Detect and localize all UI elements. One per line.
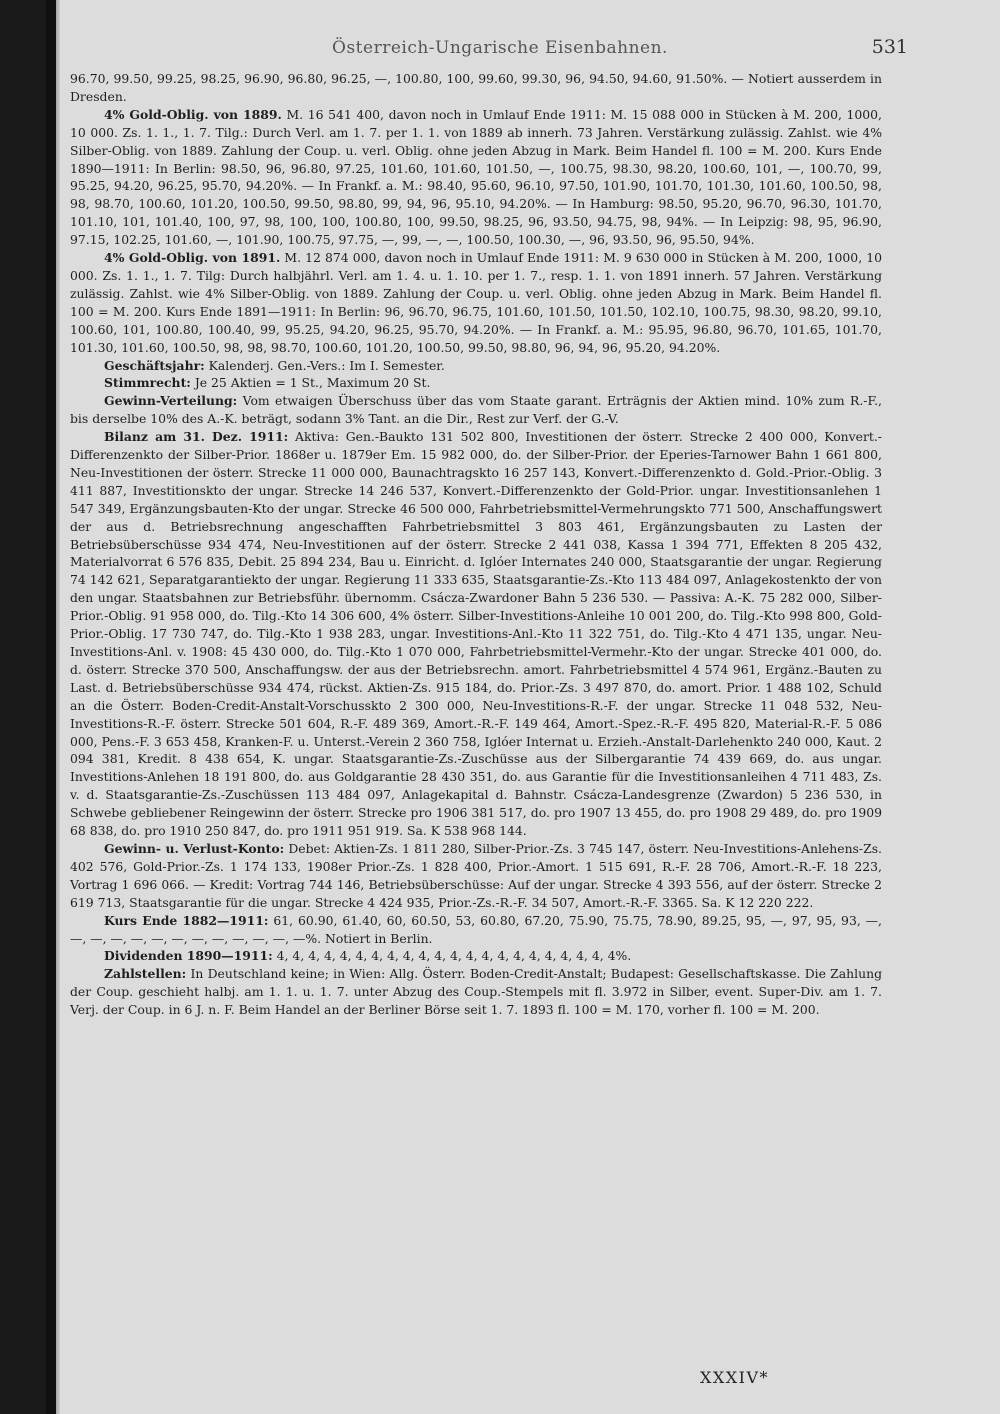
heading-dividenden: Dividenden 1890—1911: (104, 948, 273, 964)
text-gold-oblig-1889: M. 16 541 400, davon noch in Umlauf Ende 1911: M. 15 088 000 in Stücken à M. 200, 1000, 10 000. Zs. 1. 1., 1. 7. Tilg.: Durch Verl. am 1. 7. per 1. 1. von 1889 ab innerh. 73 Jahren. Verstärkung zulässig. Zahlst. wie 4% Silber-Oblig. von 1889. Zahlung der Coup. u. verl. Oblig. ohne jeden Abzug in Mark. Beim Handel fl. 100 = M. 200. Kurs Ende 1890—1911: In Berlin: 98.50, 96, 96.80, 97.25, 101.60, 101.60, 101.50, —, 100.75, 98.30, 98.20, 100.60, 101, —, 100.70, 99, 95.25, 94.20, 96.25, 95.70, 94.20%. — In Frankf. a. M.: 98.40, 95.60, 96.10, 97.50, 101.90, 101.70, 101.30, 101.60, 100.50, 98, 98, 98.70, 100.60, 101.20, 100.50, 99.50, 98.80, 99, 94, 96, 95.10, 94.20%. — In Hamburg: 98.50, 95.20, 96.70, 96.30, 101.70, 101.10, 101, 101.40, 100, 97, 98, 100, 100, 100.80, 100, 99.50, 98.25, 96, 93.50, 94.75, 98, 94%. — In Leipzig: 98, 95, 96.90, 97.15, 102.25, 101.60, —, 101.90, 100.75, 97.75, —, 99, —, —, 100.50, 100.30, —, 96, 93.50, 96, 95.50, 94%. (70, 106, 882, 248)
heading-gewinn-verlust: Gewinn- u. Verlust-Konto: (104, 840, 285, 856)
p1-text: 96.70, 99.50, 99.25, 98.25, 96.90, 96.80, 96.25, —, 100.80, 100, 99.60, 99.30, 96, 94.50, 94.60, 91.50%. — Notiert ausserdem in Dresden. (70, 71, 882, 104)
heading-zahlstellen: Zahlstellen: (104, 966, 187, 982)
binding-edge (46, 0, 56, 1414)
paragraph-p1 (70, 70, 882, 106)
heading-geschaeftsjahr: Geschäftsjahr: (104, 357, 205, 373)
heading-stimmrecht: Stimmrecht: (104, 375, 191, 391)
heading-gold-oblig-1889: 4% Gold-Oblig. von 1889. (104, 106, 282, 122)
text-gewinn-verteilung: Vom etwaigen Überschuss über das vom Staate garant. Erträgnis der Aktien mind. 10% zum R.-F., bis derselbe 10% des A.-K. beträgt, sodann 3% Tant. an die Dir., Rest zur Verf. der G.-V. (70, 393, 882, 427)
text-gewinn-verlust: Debet: Aktien-Zs. 1 811 280, Silber-Prior.-Zs. 3 745 147, österr. Neu-Investitions-Anlehens-Zs. 402 576, Gold-Prior.-Zs. 1 174 133, 1908er Prior.-Zs. 1 828 400, Prior.-Amort. 1 515 691, R.-F. 28 706, Amort.-R.-F. 18 223, Vortrag 1 696 066. — Kredit: Vortrag 744 146, Betriebsüberschüsse: Auf der ungar. Strecke 4 393 556, auf der österr. Strecke 2 619 713, Staatsgarantie für die ungar. Strecke 4 424 935, Prior.-Zs.-R.-F. 34 507, Amort.-R.-F. 3365. Sa. K 12 220 222. (70, 840, 882, 910)
body-text (70, 70, 882, 1019)
signature-mark: XXXIV* (700, 1368, 770, 1387)
paragraph-kurs (70, 912, 882, 948)
paragraph-gewinn-verteilung (70, 392, 882, 428)
paragraph-gold-oblig-1891 (70, 249, 882, 356)
text-kurs: 61, 60.90, 61.40, 60, 60.50, 53, 60.80, 67.20, 75.90, 75.75, 78.90, 89.25, 95, —, 97, 95, 93, —, —, —, —, —, —, —, —, —, —, —, —, —%. Notiert in Berlin. (70, 912, 882, 946)
text-bilanz: Aktiva: Gen.-Baukto 131 502 800, Investitionen der österr. Strecke 2 400 000, Konvert.-Differenzenkto der Silber-Prior. 1868er u. 1879er Em. 15 982 000, do. der Silber-Prior. der Eperies-Tarnower Bahn 1 661 800, Neu-Investitionen der österr. Strecke 11 000 000, Baunachtragskto 16 257 143, Konvert.-Differenzenkto d. Gold.-Prior.-Oblig. 3 411 887, Investitionskto der ungar. Strecke 14 246 537, Konvert.-Differenzenkto der Gold-Prior. ungar. Investitionsanlehen 1 547 349, Ergänzungsbauten-Kto der ungar. Strecke 46 500 000, Fahrbetriebsmittel-Vermehrungskto 771 500, Anschaffungswert der aus d. Betriebsrechnung angeschafften Fahrbetriebsmittel 3 803 461, Ergänzungsbauten zu Lasten der Betriebsüberschüsse 934 474, Neu-Investitionen auf der österr. Strecke 2 441 038, Kassa 1 394 771, Effekten 8 205 432, Materialvorrat 6 576 835, Debit. 25 894 234, Bau u. Einricht. d. Iglóer Internates 240 000, Staatsgarantie der ungar. Regierung 74 142 621, Separatgarantiekto der ungar. Regierung 11 333 635, Staatsgarantie-Zs.-Kto 113 484 097, Anlagekostenkto der von den ungar. Staatsbahnen zur Betriebsführ. übernomm. Csácza-Zwardoner Bahn 5 236 530. — Passiva: A.-K. 75 282 000, Silber-Prior.-Oblig. 91 958 000, do. Tilg.-Kto 14 306 600, 4% österr. Silber-Investitions-Anleihe 10 001 200, do. Tilg.-Kto 998 800, Gold-Prior.-Oblig. 17 730 747, do. Tilg.-Kto 1 938 283, ungar. Investitions-Anl.-Kto 11 322 751, do. Tilg.-Kto 4 471 135, ungar. Neu-Investitions-Anl. v. 1908: 45 430 000, do. Tilg.-Kto 1 070 000, Fahrbetriebsmittel-Vermehr.-Kto der ungar. Strecke 401 000, do. d. österr. Strecke 370 500, Anschaffungsw. der aus der Betriebsrechn. amort. Fahrbetriebsmittel 4 574 961, Ergänz.-Bauten zu Last. d. Betriebsüberschüsse 934 474, rückst. Aktien-Zs. 915 184, do. Prior.-Zs. 3 497 870, do. amort. Prior. 1 488 102, Schuld an die Österr. Boden-Credit-Anstalt-Vorschusskto 2 300 000, Neu-Investitions-R.-F. der ungar. Strecke 11 048 532, Neu-Investitions-R.-F. österr. Strecke 501 604, R.-F. 489 369, Amort.-R.-F. 149 464, Amort.-Spez.-R.-F. 495 820, Material-R.-F. 5 086 000, Pens.-F. 3 653 458, Kranken-F. u. Unterst.-Verein 2 360 758, Iglóer Internat u. Erzieh.-Anstalt-Darlehenkto 240 000, Kaut. 2 094 381, Kredit. 8 438 654, K. ungar. Staatsgarantie-Zs.-Zuschüsse aus der Silbergarantie 74 439 669, do. aus ungar. Investitions-Anlehen 18 191 800, do. aus Goldgarantie 28 430 351, do. aus Garantie für die Investitionsanleihen 4 711 483, Zs. v. d. Staatsgarantie-Zs.-Zuschüssen 113 484 097, Anlagekapital d. Bahnstr. Csácza-Landesgrenze (Zwardon) 5 236 530, in Schwebe gebliebener Reingewinn der österr. Strecke pro 1906 381 517, do. pro 1907 13 455, do. pro 1908 29 489, do. pro 1909 68 838, do. pro 1910 250 847, do. pro 1911 951 919. Sa. K 538 968 144. (70, 429, 882, 839)
text-gold-oblig-1891: M. 12 874 000, davon noch in Umlauf Ende 1911: M. 9 630 000 in Stücken à M. 200, 1000, 10 000. Zs. 1. 1., 1. 7. Tilg: Durch halbjährl. Verl. am 1. 4. u. 1. 10. per 1. 7., resp. 1. 1. von 1891 innerh. 57 Jahren. Verstärkung zulässig. Zahlst. wie 4% Silber-Oblig. von 1889. Zahlung der Coup. u. verl. Oblig. ohne jeden Abzug in Mark. Beim Handel fl. 100 = M. 200. Kurs Ende 1891—1911: In Berlin: 96, 96.70, 96.75, 101.60, 101.50, 101.50, 102.10, 100.75, 98.30, 98.20, 99.10, 100.60, 101, 100.80, 100.40, 99, 95.25, 94.20, 96.25, 95.70, 94.20%. — In Frankf. a. M.: 95.95, 96.80, 96.70, 101.65, 101.70, 101.30, 101.60, 100.50, 98, 98, 98.70, 100.60, 101.20, 100.50, 99.50, 98.80, 96, 94, 96, 95.20, 94.20%. (70, 250, 882, 355)
text-stimmrecht: Je 25 Aktien = 1 St., Maximum 20 St. (190, 375, 431, 391)
paragraph-gewinn-verlust (70, 840, 882, 912)
heading-bilanz: Bilanz am 31. Dez. 1911: (104, 429, 289, 445)
paragraph-stimmrecht (70, 374, 882, 392)
paragraph-geschaeftsjahr (70, 357, 882, 375)
paragraph-bilanz (70, 428, 882, 840)
heading-gold-oblig-1891: 4% Gold-Oblig. von 1891. (104, 250, 281, 266)
paragraph-gold-oblig-1889 (70, 106, 882, 249)
paragraph-dividenden (70, 947, 882, 965)
page-number: 531 (871, 36, 908, 58)
text-zahlstellen: In Deutschland keine; in Wien: Allg. Österr. Boden-Credit-Anstalt; Budapest: Gesellschaftskasse. Die Zahlung der Coup. geschieht halbj. am 1. 1. u. 1. 7. unter Abzug des Coup.-Stempels mit fl. 3.972 in Silber, event. Super-Div. am 1. 7. Verj. der Coup. in 6 J. n. F. Beim Handel an der Berliner Börse seit 1. 7. 1893 fl. 100 = M. 170, vorher fl. 100 = M. 200. (70, 966, 882, 1018)
paragraph-zahlstellen (70, 965, 882, 1019)
running-header: Österreich-Ungarische Eisenbahnen. (332, 38, 668, 58)
heading-kurs: Kurs Ende 1882—1911: (104, 912, 269, 928)
heading-gewinn-verteilung: Gewinn-Verteilung: (104, 393, 238, 409)
text-dividenden: 4, 4, 4, 4, 4, 4, 4, 4, 4, 4, 4, 4, 4, 4, 4, 4, 4, 4, 4, 4, 4, 4%. (272, 948, 632, 964)
text-geschaeftsjahr: Kalenderj. Gen.-Vers.: Im I. Semester. (204, 357, 445, 373)
